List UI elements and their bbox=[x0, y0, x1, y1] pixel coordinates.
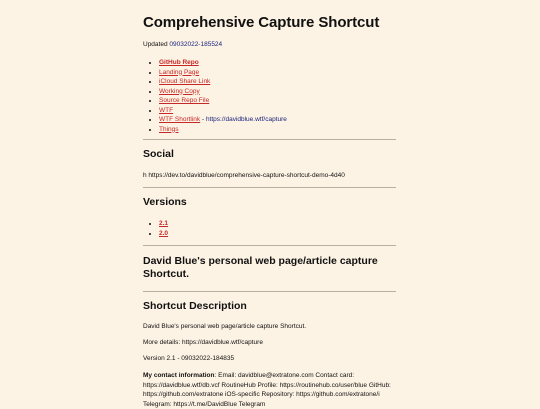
versions-heading: Versions bbox=[143, 196, 187, 208]
list-item bbox=[159, 229, 412, 239]
things-link[interactable]: Things bbox=[159, 125, 179, 133]
social-heading: Social bbox=[143, 148, 174, 160]
version-text: Version 2.1 - 09032022-184835 bbox=[143, 355, 235, 362]
updated-timestamp: 09032022-185524 bbox=[169, 41, 223, 48]
list-item bbox=[159, 87, 396, 97]
list-item bbox=[159, 96, 396, 106]
wtf-shortlink-link[interactable]: WTF Shortlink bbox=[159, 116, 201, 123]
divider bbox=[143, 187, 396, 188]
github-repo-link[interactable]: GitHub Repo bbox=[159, 59, 199, 66]
contact-text: : Email: davidblue@extratone.com Contact card: https://davidblue.wtf/db.vcf RoutineHub Profile: https://routinehub.co/user/blue GitHub: https://github.com/extratone iOS-specific Repository: https://github.com/extratone/i Telegram: https://t.me/DavidBlue Telegram bbox=[143, 372, 391, 408]
updated-label: Updated bbox=[143, 41, 168, 48]
list-item bbox=[159, 106, 396, 116]
shortlink-separator: - bbox=[200, 116, 206, 123]
divider bbox=[143, 245, 396, 246]
list-item bbox=[159, 125, 396, 135]
version-2-0-link[interactable]: 2.0 bbox=[159, 229, 169, 237]
shortlink-url: https://davidblue.wtf/capture bbox=[205, 116, 287, 123]
list-item bbox=[159, 58, 396, 68]
updated-line bbox=[143, 41, 396, 49]
version-2-1-link[interactable]: 2.1 bbox=[159, 220, 169, 227]
contact-label: My contact information bbox=[143, 372, 215, 379]
description-text: David Blue's personal web page/article capture Shortcut. bbox=[143, 323, 307, 330]
working-copy-link[interactable]: Working Copy bbox=[159, 87, 200, 95]
landing-page-link[interactable]: Landing Page bbox=[159, 68, 200, 76]
description-heading: Shortcut Description bbox=[143, 300, 247, 312]
tagline-heading: David Blue's personal web page/article capture Shortcut. bbox=[143, 255, 378, 280]
versions-list bbox=[143, 219, 412, 238]
divider bbox=[143, 139, 396, 140]
source-repo-file-link[interactable]: Source Repo File bbox=[159, 97, 210, 104]
list-item bbox=[159, 115, 396, 125]
links-list bbox=[143, 58, 396, 134]
divider bbox=[143, 291, 396, 292]
wtf-link[interactable]: WTF bbox=[159, 106, 174, 114]
list-item bbox=[159, 68, 396, 78]
contact-info bbox=[143, 371, 396, 409]
page-title: Comprehensive Capture Shortcut bbox=[143, 14, 380, 31]
details-text: More details: https://davidblue.wtf/capture bbox=[143, 339, 263, 346]
icloud-share-link[interactable]: iCloud Share Link bbox=[159, 78, 211, 85]
social-text: h https://dev.to/davidblue/comprehensive-capture-shortcut-demo-4d40 bbox=[143, 172, 345, 179]
list-item bbox=[159, 77, 396, 87]
page-content bbox=[143, 0, 396, 408]
list-item bbox=[159, 219, 412, 229]
